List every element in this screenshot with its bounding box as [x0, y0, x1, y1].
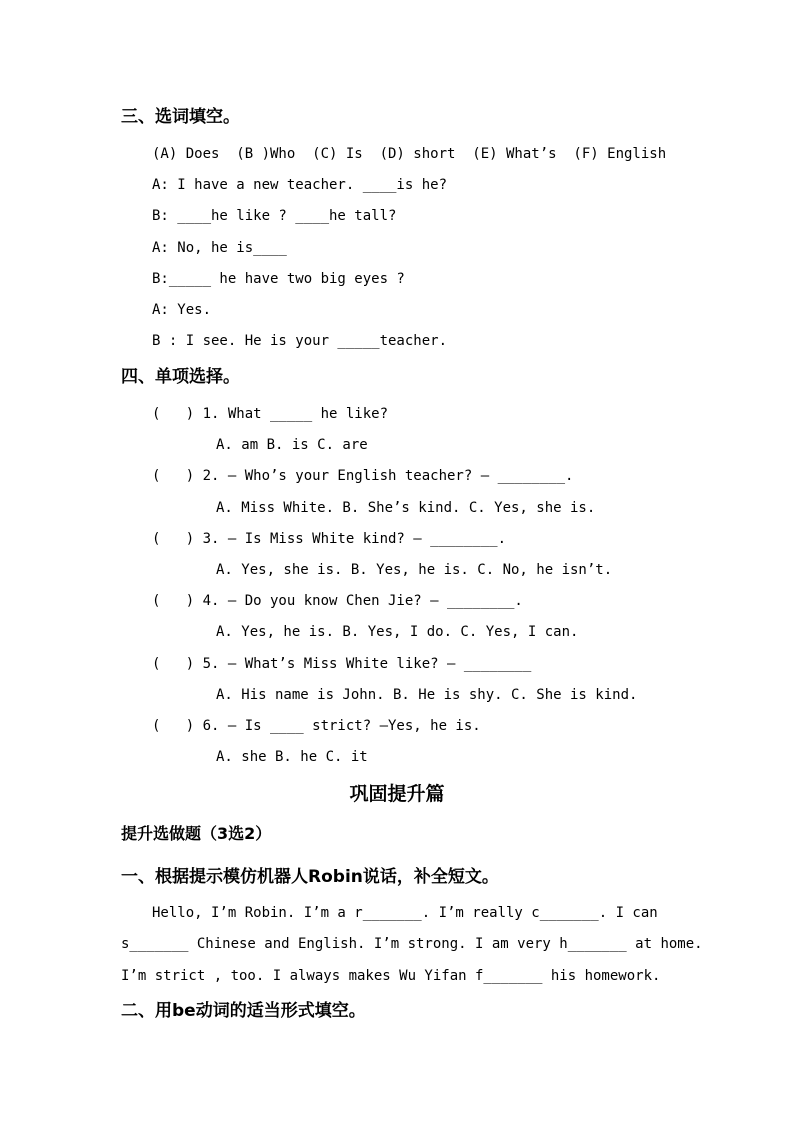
passage-line: I’m strict , too. I always makes Wu Yifan f_______ his homework.	[121, 968, 661, 984]
answer-choices: A. she B. he C. it	[216, 749, 368, 765]
part2-heading: 二、用be动词的适当形式填空。	[121, 1001, 366, 1021]
dialogue-line: A: I have a new teacher. ____is he?	[152, 177, 448, 193]
passage-line: Hello, I’m Robin. I’m a r_______. I’m really c_______. I can	[152, 905, 658, 921]
dialogue-line: B:_____ he have two big eyes ?	[152, 271, 405, 287]
section4-heading: 四、单项选择。	[121, 367, 240, 387]
question-line: ( ) 2. — Who’s your English teacher? — ________.	[152, 468, 574, 484]
question-line: ( ) 4. — Do you know Chen Jie? — ________.	[152, 593, 523, 609]
answer-choices: A. Yes, he is. B. Yes, I do. C. Yes, I can.	[216, 624, 579, 640]
answer-choices: A. Yes, she is. B. Yes, he is. C. No, he isn’t.	[216, 562, 613, 578]
question-line: ( ) 5. — What’s Miss White like? — ________	[152, 656, 532, 672]
section3-options: (A) Does (B )Who (C) Is (D) short (E) What’s (F) English	[152, 146, 667, 162]
answer-choices: A. am B. is C. are	[216, 437, 368, 453]
question-line: ( ) 1. What _____ he like?	[152, 406, 389, 422]
answer-choices: A. His name is John. B. He is shy. C. She is kind.	[216, 687, 638, 703]
answer-choices: A. Miss White. B. She’s kind. C. Yes, she is.	[216, 500, 596, 516]
dialogue-line: A: No, he is____	[152, 240, 287, 256]
question-line: ( ) 3. — Is Miss White kind? — ________.	[152, 531, 507, 547]
dialogue-line: B: ____he like ? ____he tall?	[152, 208, 397, 224]
consolidate-subtitle: 提升选做题（3选2）	[121, 824, 272, 843]
consolidate-title: 巩固提升篇	[349, 783, 445, 805]
passage-line: s_______ Chinese and English. I’m strong. I am very h_______ at home.	[121, 936, 703, 952]
question-line: ( ) 6. — Is ____ strict? —Yes, he is.	[152, 718, 481, 734]
dialogue-line: A: Yes.	[152, 302, 212, 318]
section3-heading: 三、选词填空。	[121, 107, 240, 127]
dialogue-line: B : I see. He is your _____teacher.	[152, 333, 448, 349]
part1-heading: 一、根据提示模仿机器人Robin说话，补全短文。	[121, 867, 499, 887]
